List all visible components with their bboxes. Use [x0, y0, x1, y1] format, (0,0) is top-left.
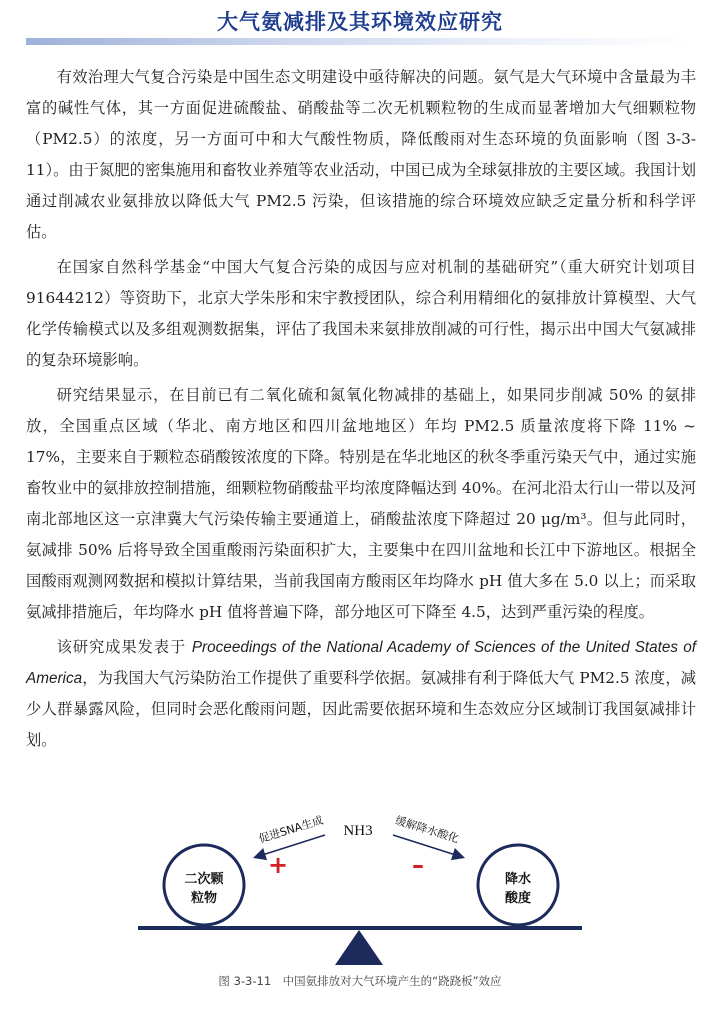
- minus-sign: –: [412, 851, 424, 879]
- paragraph-3: 研究结果显示，在目前已有二氧化硫和氮氧化物减排的基础上，如果同步削减 50% 的氨排放，全国重点区域（华北、南方地区和四川盆地地区）年均 PM2.5 质量浓度将下降 11% ~ 17%，主要来自于颗粒态硝酸铵浓度的下降。特别是在华北地区的秋冬季重污染天气中，通过实施畜牧业中的氨排放控制措施，细颗粒物硝酸盐平均浓度降幅达到 40%。在河北沿太行山一带以及河南北部地区这一京津冀大气污染传输主要通道上，硝酸盐浓度下降超过 20 μg/m³。但与此同时，氨减排 50% 后将导致全国重酸雨污染面积扩大，主要集中在四川盆地和长江中下游地区。根据全国酸雨观测网数据和模拟计算结果，当前我国南方酸雨区年均降水 pH 值大多在 5.0 以上；而采取氨减排措施后，年均降水 pH 值将普遍下降，部分地区可下降至 4.5，达到严重污染的程度。: [26, 386, 696, 621]
- left-circle-line-2: 粒物: [190, 891, 218, 906]
- seesaw-fulcrum: [335, 930, 383, 965]
- nh3-label: NH3: [343, 823, 373, 839]
- paragraph-4-intro: 该研究成果发表于: [56, 638, 192, 656]
- left-arrow-label: 促进SNA生成: [257, 813, 325, 846]
- right-circle-line-1: 降水: [504, 872, 532, 887]
- paragraph-4: [26, 632, 696, 756]
- journal-name: Proceedings of the National Academy of Sciences of the United States of America: [26, 639, 696, 687]
- plus-sign: +: [267, 851, 289, 879]
- right-arrow-label: 缓解降水酸化: [393, 813, 461, 846]
- paragraph-2: 在国家自然科学基金“中国大气复合污染的成因与应对机制的基础研究”（重大研究计划项目 91644212）等资助下，北京大学朱彤和宋宇教授团队，综合利用精细化的氨排放计算模型、大气化学传输模式以及多组观测数据集，评估了我国未来氨排放削减的可行性，揭示出中国大气氨减排的复杂环境影响。: [26, 258, 696, 369]
- page-title: 大气氨减排及其环境效应研究: [217, 10, 503, 34]
- figure-caption: 图 3-3-11 中国氨排放对大气环境产生的“跷跷板”效应: [218, 974, 502, 988]
- paragraph-1: 有效治理大气复合污染是中国生态文明建设中亟待解决的问题。氨气是大气环境中含量最为丰富的碱性气体，其一方面促进硫酸盐、硝酸盐等二次无机颗粒物的生成而显著增加大气细颗粒物（PM2.5）的浓度，另一方面可中和大气酸性物质，降低酸雨对生态环境的负面影响（图 3-3-11）。由于氮肥的密集施用和畜牧业养殖等农业活动，中国已成为全球氨排放的主要区域。我国计划通过削减农业氨排放以降低大气 PM2.5 污染，但该措施的综合环境效应缺乏定量分析和科学评估。: [26, 68, 696, 241]
- paragraph-4-rest: ，为我国大气污染防治工作提供了重要科学依据。氨减排有利于降低大气 PM2.5 浓度，减少人群暴露风险，但同时会恶化酸雨问题，因此需要依据环境和生态效应分区域制订我国氨减排计划。: [26, 669, 696, 749]
- title-underline: [26, 38, 696, 45]
- right-circle-line-2: 酸度: [504, 891, 532, 906]
- seesaw-diagram: [0, 805, 720, 1025]
- seesaw-figure: [0, 805, 720, 1025]
- article-body: [26, 62, 696, 756]
- left-circle-line-1: 二次颗: [184, 872, 224, 887]
